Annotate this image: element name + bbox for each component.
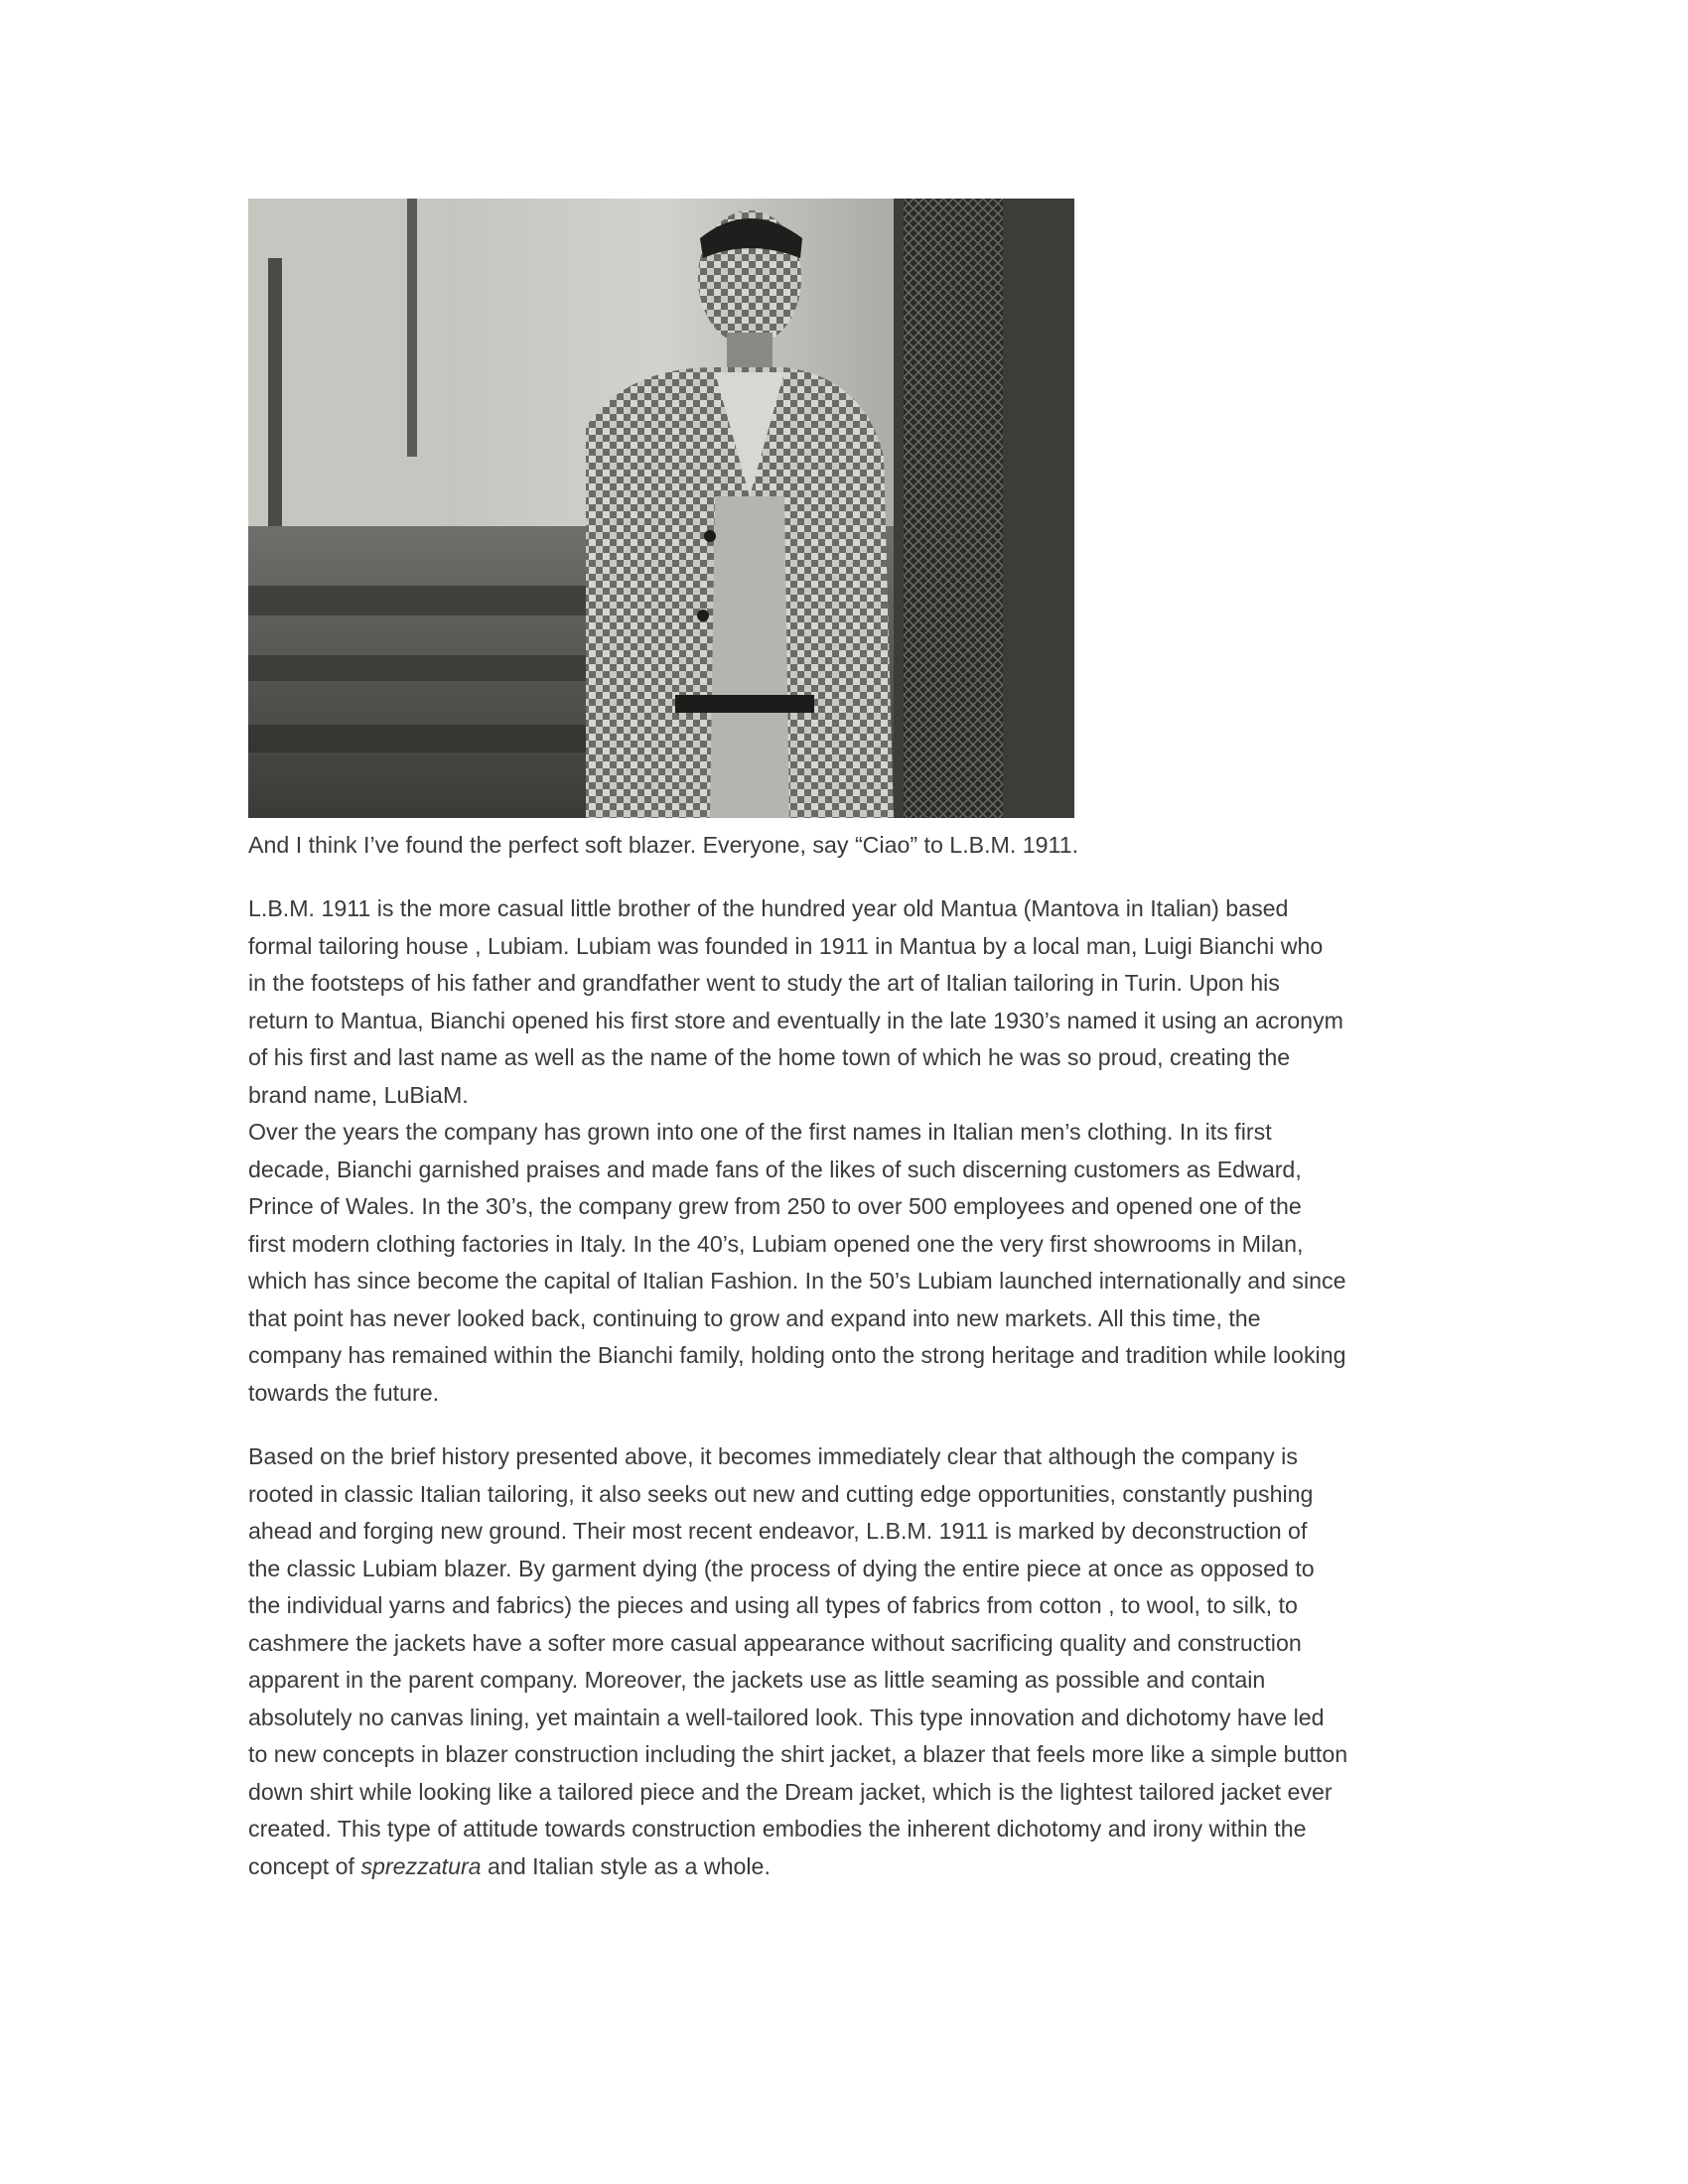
text-line: towards the future. xyxy=(248,1379,440,1406)
text-fragment: and Italian style as a whole. xyxy=(481,1852,771,1879)
text-line: Over the years the company has grown into one of the first names in Italian men’s clothing. In its first xyxy=(248,1119,1272,1145)
text-line: return to Mantua, Bianchi opened his first store and eventually in the late 1930’s named it using an acronym xyxy=(248,1007,1343,1033)
text-line: cashmere the jackets have a softer more casual appearance without sacrificing quality and construction xyxy=(248,1629,1302,1656)
text-line: Prince of Wales. In the 30’s, the company grew from 250 to over 500 employees and opened one of the xyxy=(248,1193,1302,1219)
text-line: that point has never looked back, continuing to grow and expand into new markets. All this time, the xyxy=(248,1304,1261,1331)
text-line: ahead and forging new ground. Their most recent endeavor, L.B.M. 1911 is marked by deconstruction of xyxy=(248,1518,1308,1544)
text-line: company has remained within the Bianchi family, holding onto the strong heritage and tradition while looking xyxy=(248,1342,1346,1368)
paragraph-construction xyxy=(248,1438,1450,1885)
text-line: down shirt while looking like a tailored piece and the Dream jacket, which is the lightest tailored jacket ever xyxy=(248,1778,1333,1805)
text-line: Based on the brief history presented above, it becomes immediately clear that although the company is xyxy=(248,1443,1298,1469)
photo-man-in-blazer xyxy=(248,199,1074,818)
text-line: the individual yarns and fabrics) the pieces and using all types of fabrics from cotton , to wool, to silk, to xyxy=(248,1592,1298,1618)
text-line: formal tailoring house , Lubiam. Lubiam was founded in 1911 in Mantua by a local man, Luigi Bianchi who xyxy=(248,932,1324,959)
text-line-last xyxy=(248,1848,1450,1886)
text-line: in the footsteps of his father and grandfather went to study the art of Italian tailoring in Turin. Upon his xyxy=(248,970,1280,996)
caption-line: And I think I’ve found the perfect soft blazer. Everyone, say “Ciao” to L.B.M. 1911. xyxy=(248,832,1079,858)
photo-caption xyxy=(248,827,1450,865)
text-line: absolutely no canvas lining, yet maintain a well-tailored look. This type innovation and dichotomy have led xyxy=(248,1704,1325,1730)
text-line: to new concepts in blazer construction including the shirt jacket, a blazer that feels more like a simple button xyxy=(248,1741,1348,1767)
text-line: of his first and last name as well as the name of the home town of which he was so proud, creating the xyxy=(248,1044,1291,1070)
text-line: decade, Bianchi garnished praises and made fans of the likes of such discerning customers as Edward, xyxy=(248,1156,1302,1182)
text-line: created. This type of attitude towards construction embodies the inherent dichotomy and irony within the xyxy=(248,1816,1307,1842)
text-line: the classic Lubiam blazer. By garment dying (the process of dying the entire piece at once as opposed to xyxy=(248,1555,1315,1581)
text-fragment: concept of xyxy=(248,1852,361,1879)
text-line: brand name, LuBiaM. xyxy=(248,1081,469,1108)
italic-term: sprezzatura xyxy=(360,1852,482,1879)
text-line: apparent in the parent company. Moreover, the jackets use as little seaming as possible and contain xyxy=(248,1667,1266,1693)
text-line: which has since become the capital of Italian Fashion. In the 50’s Lubiam launched internationally and since xyxy=(248,1268,1346,1294)
text-line: first modern clothing factories in Italy. In the 40’s, Lubiam opened one the very first showrooms in Milan, xyxy=(248,1230,1304,1257)
paragraph-growth xyxy=(248,1114,1450,1412)
text-line: rooted in classic Italian tailoring, it also seeks out new and cutting edge opportunities, constantly pushing xyxy=(248,1480,1314,1507)
text-line: L.B.M. 1911 is the more casual little brother of the hundred year old Mantua (Mantova in Italian) based xyxy=(248,895,1289,921)
paragraph-history xyxy=(248,890,1450,1114)
